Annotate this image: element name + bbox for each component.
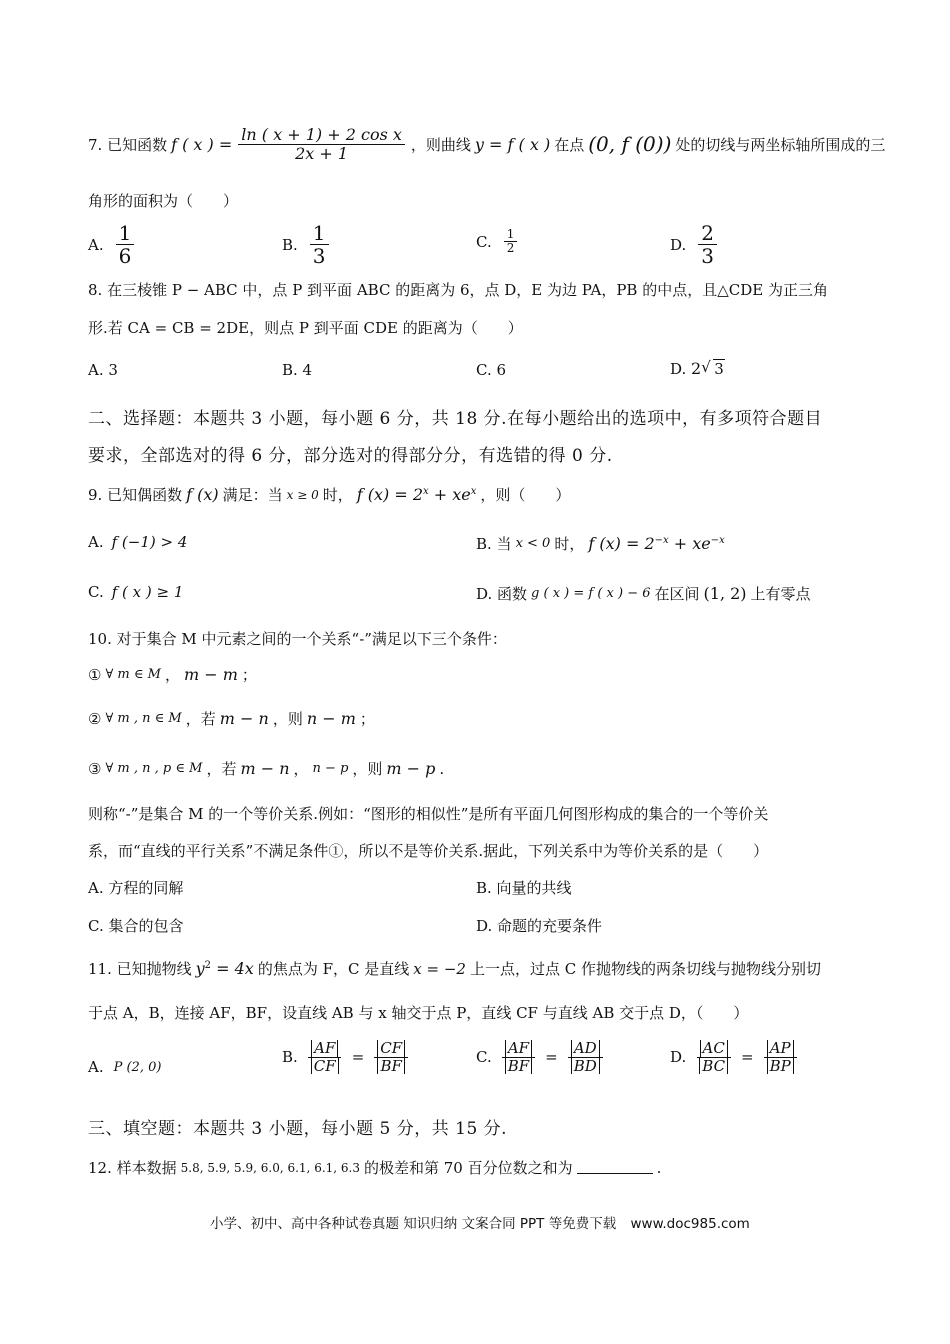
q10-condition-2 xyxy=(88,708,375,729)
q10-line1: 10. 对于集合 M 中元素之间的一个关系“-”满足以下三个条件： xyxy=(88,630,507,648)
q7-intro: 7. 已知函数 xyxy=(88,135,168,154)
q8-line1: 8. 在三棱锥 P − ABC 中，点 P 到平面 ABC 的距离为 6，点 D，E 为边 PA，PB 的中点，且△CDE 为正三角 xyxy=(88,281,828,299)
q11-intro: 11. 已知抛物线 xyxy=(88,960,192,978)
q11-option-a-expr: P (2, 0) xyxy=(113,1059,162,1075)
q9-option-a[interactable] xyxy=(88,533,187,551)
q7-point: (0, f (0)) xyxy=(588,132,672,156)
q10-option-a[interactable]: A. 方程的同解 xyxy=(88,879,184,897)
q11-option-d-n2: AP xyxy=(767,1040,794,1057)
q9-expr-sup2: x xyxy=(470,486,477,497)
q7-option-c-den: 2 xyxy=(506,241,515,256)
q11-option-c-right xyxy=(568,1040,603,1074)
q8-option-a[interactable]: A. 3 xyxy=(88,361,118,379)
q10-option-c[interactable]: C. 集合的包含 xyxy=(88,917,184,935)
q9-option-b-expr xyxy=(588,534,724,553)
q9-option-d-label: D. 函数 xyxy=(476,585,528,603)
q10-option-d[interactable]: D. 命题的充要条件 xyxy=(476,917,603,935)
q9-option-d-expr: g ( x ) = f ( x ) − 6 xyxy=(531,586,651,601)
q7-line1 xyxy=(88,116,885,172)
q11-option-b-d1: CF xyxy=(311,1058,339,1075)
q11-option-d-n1: AC xyxy=(700,1040,728,1057)
q11-parabola-sup: 2 xyxy=(204,960,212,971)
q10-condition-3-relation-2: n − p xyxy=(312,761,349,776)
q9-option-b-expr-base: f (x) = 2 xyxy=(588,534,655,553)
q11-option-c-n1: AF xyxy=(505,1040,532,1057)
q11-option-d-d1: BC xyxy=(699,1058,728,1075)
q11-option-b-n1: AF xyxy=(311,1040,338,1057)
q10-condition-1: ① ∀ m ∈ M ， m − m ； xyxy=(88,665,257,684)
q7-option-b-den: 3 xyxy=(312,244,326,268)
q10-condition-1-end: ； xyxy=(241,666,257,684)
q9-option-a-expr: f (−1) > 4 xyxy=(111,533,188,551)
q11-option-c-left xyxy=(502,1040,535,1074)
q8-option-d-radicand: 3 xyxy=(714,360,724,378)
q10-condition-2-label: ② xyxy=(88,709,102,728)
footer-url[interactable]: www.doc985.com xyxy=(630,1216,750,1232)
q7-option-c-label: C. xyxy=(476,232,492,251)
q9-text4: ，则（ ） xyxy=(480,486,571,504)
q9-line1 xyxy=(88,484,570,505)
q10-line6: 系，而“直线的平行关系”不满足条件①，所以不是等价关系.据此，下列关系中为等价关系的是（ ） xyxy=(88,842,769,860)
section-2-heading-line1: 二、选择题：本题共 3 小题，每小题 6 分，共 18 分.在每小题给出的选项中，有多项符合题目 xyxy=(88,409,823,429)
q7-function: f ( x ) = xyxy=(171,134,233,154)
q8-option-d-coef: 2 xyxy=(691,359,702,378)
q10-condition-2-if: ，若 xyxy=(185,710,216,728)
q9-expr-sup1: x xyxy=(423,486,429,497)
q9-expr-mid: + xe xyxy=(428,485,471,504)
q7-option-b[interactable] xyxy=(282,222,331,267)
q9-text3: 时， xyxy=(322,486,353,504)
q11-option-c-d2: BD xyxy=(571,1058,600,1075)
q10-condition-3-expr: ∀ m , n , p ∈ M xyxy=(105,761,203,776)
q9-option-c-expr: f ( x ) ≥ 1 xyxy=(111,583,184,601)
q9-expr-base: f (x) = 2 xyxy=(356,485,424,504)
q11-option-d-right xyxy=(764,1040,797,1074)
q8-option-d[interactable] xyxy=(670,359,725,378)
q11-text2: 的焦点为 F，C 是直线 xyxy=(257,960,410,978)
q7-option-a-label: A. xyxy=(88,235,104,254)
q11-text3: 上一点，过点 C 作抛物线的两条切线与抛物线分别切 xyxy=(469,960,821,978)
q7-denominator: 2x + 1 xyxy=(295,143,349,163)
q10-condition-3-relation-1: m − n xyxy=(240,759,290,778)
q10-option-b[interactable]: B. 向量的共线 xyxy=(476,879,572,897)
q9-option-d-mid: 在区间 xyxy=(654,585,700,603)
q7-line2: 角形的面积为（ ） xyxy=(88,192,239,210)
q7-option-b-num: 1 xyxy=(310,222,329,245)
q7-text3: 在点 xyxy=(554,135,585,154)
q11-option-c-n2: AD xyxy=(571,1040,600,1057)
q7-text4: 处的切线与两坐标轴所围成的三 xyxy=(675,135,886,154)
q10-condition-2-relation-1: m − n xyxy=(219,709,269,728)
q8-option-d-sqrt xyxy=(701,360,725,378)
q11-option-b-right xyxy=(374,1040,408,1074)
q7-numerator: ln ( x + 1) + 2 cos x xyxy=(238,126,405,145)
q9-option-c[interactable] xyxy=(88,583,183,601)
q11-line1 xyxy=(88,958,821,979)
q11-option-c[interactable]: C. $\frac{AF}{BF}$ = $\frac{AD}{BD}$ xyxy=(476,1040,605,1074)
q11-option-b-label: B. xyxy=(282,1048,298,1066)
q10-condition-3-then: ，则 xyxy=(352,760,383,778)
q7-option-d-fraction xyxy=(698,222,717,267)
q10-line5: 则称“-”是集合 M 的一个等价关系.例如：“图形的相似性”是所有平面几何图形构成的集合的一个等价关 xyxy=(88,805,769,823)
q11-parabola-rest: = 4x xyxy=(211,959,254,978)
q9-function: f (x) xyxy=(186,485,219,504)
q8-option-c[interactable]: C. 6 xyxy=(476,361,507,379)
q8-option-b[interactable]: B. 4 xyxy=(282,361,313,379)
q12-text2: 的极差和第 70 百分位数之和为 xyxy=(364,1159,573,1177)
q9-option-b-mid: 时， xyxy=(554,535,585,553)
q11-parabola-y: y xyxy=(195,959,205,978)
q11-option-d-label: D. xyxy=(670,1048,687,1066)
q10-condition-1-label: ① xyxy=(88,665,102,684)
q12-intro: 12. 样本数据 xyxy=(88,1159,177,1177)
q7-option-d[interactable] xyxy=(670,222,719,267)
q9-option-c-label: C. xyxy=(88,583,104,601)
q7-option-c-num: 1 xyxy=(504,228,518,242)
q7-option-b-fraction xyxy=(310,222,329,267)
q7-option-c[interactable] xyxy=(476,228,519,255)
q9-option-b-cond: x < 0 xyxy=(515,536,551,551)
q9-option-b[interactable] xyxy=(476,533,725,554)
q10-condition-3-if: ，若 xyxy=(206,760,237,778)
q12-data: 5.8, 5.9, 5.9, 6.0, 6.1, 6.1, 6.3 xyxy=(180,1160,360,1175)
q11-option-b-n2: CF xyxy=(377,1040,405,1057)
q11-option-c-label: C. xyxy=(476,1048,492,1066)
footer-text: 小学、初中、高中各种试卷真题 知识归纳 文案合同 PPT 等免费下载 xyxy=(210,1216,617,1232)
q9-option-b-expr-mid: + xe xyxy=(668,534,711,553)
q7-option-a[interactable] xyxy=(88,222,136,267)
q7-option-c-fraction xyxy=(504,228,518,255)
q12-line xyxy=(88,1157,661,1178)
q12-end: . xyxy=(656,1158,662,1177)
q9-expression xyxy=(357,485,477,504)
q11-option-b-left xyxy=(308,1040,342,1074)
q11-option-d-d2: BP xyxy=(767,1058,794,1075)
q7-curve: y = f ( x ) xyxy=(474,134,551,154)
q10-condition-2-end: ； xyxy=(359,710,375,728)
section-2-heading-line2: 要求，全部选对的得 6 分，部分选对的得部分分，有选错的得 0 分. xyxy=(88,446,613,466)
q10-condition-1-expr: ∀ m ∈ M xyxy=(105,667,161,682)
q7-fraction xyxy=(238,126,405,162)
q9-option-d-interval: (1, 2) xyxy=(703,584,747,603)
q7-option-d-label: D. xyxy=(670,235,687,254)
q11-option-b-d2: BF xyxy=(377,1058,404,1075)
q11-option-c-d1: BF xyxy=(505,1058,532,1075)
q7-option-d-num: 2 xyxy=(698,222,717,245)
q7-text2: ，则曲线 xyxy=(410,135,471,154)
q7-option-b-label: B. xyxy=(282,235,298,254)
q10-condition-2-relation-2: n − m xyxy=(306,709,356,728)
q10-condition-3-end: . xyxy=(439,759,445,778)
q9-text2: 满足：当 xyxy=(222,486,283,504)
q9-option-d-end: 上有零点 xyxy=(750,585,811,603)
q10-condition-3: ③ ∀ m , n , p ∈ M ，若 m − n ， n − p ，则 m − p . xyxy=(88,759,445,778)
q7-option-a-num: 1 xyxy=(116,222,135,245)
q11-parabola xyxy=(196,959,254,978)
q11-option-a[interactable] xyxy=(88,1058,161,1076)
q11-option-d[interactable]: D. $\frac{AC}{BC}$ = $\frac{AP}{BP}$ xyxy=(670,1040,799,1074)
q7-option-a-den: 6 xyxy=(118,244,132,268)
q10-condition-3-label: ③ xyxy=(88,759,102,778)
q8-option-d-label: D. xyxy=(670,360,687,378)
q11-line-equation: x = −2 xyxy=(413,959,466,978)
q9-option-b-sup2: −x xyxy=(710,535,725,546)
q9-option-a-label: A. xyxy=(88,533,104,551)
q10-condition-3-relation-3: m − p xyxy=(386,759,436,778)
q9-option-b-label: B. 当 xyxy=(476,535,512,553)
q11-line2: 于点 A，B，连接 AF，BF，设直线 AB 与 x 轴交于点 P，直线 CF 与直线 AB 交于点 D，（ ） xyxy=(88,1004,749,1022)
q12-answer-blank[interactable] xyxy=(577,1161,653,1174)
q11-option-b[interactable]: B. $\frac{AF}{CF}$ = $\frac{CF}{BF}$ xyxy=(282,1040,410,1074)
page-footer xyxy=(210,1212,750,1232)
q9-option-b-sup1: −x xyxy=(654,535,669,546)
q9-condition: x ≥ 0 xyxy=(286,487,319,502)
q10-condition-1-relation: m − m xyxy=(183,665,238,684)
q11-option-a-label: A. xyxy=(88,1058,104,1076)
q9-intro: 9. 已知偶函数 xyxy=(88,486,183,504)
q11-option-d-left xyxy=(696,1040,731,1074)
q8-line2: 形.若 CA = CB = 2DE，则点 P 到平面 CDE 的距离为（ ） xyxy=(88,319,523,337)
q9-option-d[interactable] xyxy=(476,583,811,604)
section-3-heading: 三、填空题：本题共 3 小题，每小题 5 分，共 15 分. xyxy=(88,1119,508,1139)
q10-condition-2-then: ，则 xyxy=(272,710,303,728)
q10-condition-2-expr: ∀ m , n ∈ M xyxy=(105,711,182,726)
q7-option-d-den: 3 xyxy=(701,244,714,268)
q7-option-a-fraction xyxy=(116,222,135,267)
